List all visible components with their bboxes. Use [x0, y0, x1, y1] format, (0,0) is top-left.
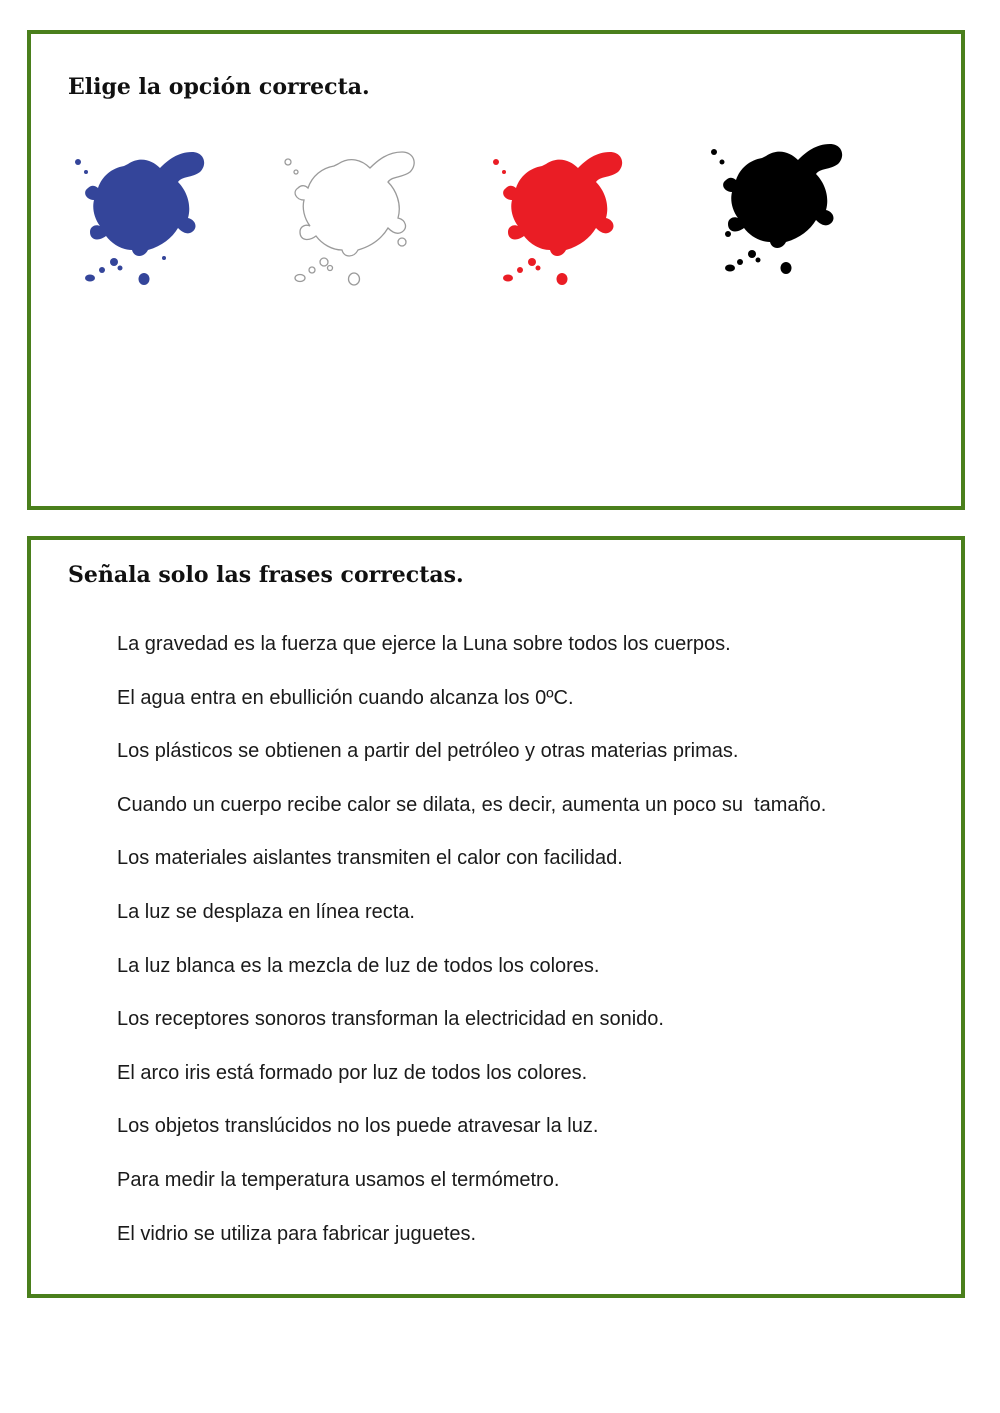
- sentence-option[interactable]: Los plásticos se obtienen a partir del petróleo y otras materias primas.: [117, 740, 739, 763]
- sentence-option[interactable]: Para medir la temperatura usamos el termómetro.: [117, 1168, 560, 1191]
- red-splat-option[interactable]: [486, 146, 646, 291]
- black-splat: [711, 144, 842, 274]
- sentence-option[interactable]: El arco iris está formado por luz de todos los colores.: [117, 1061, 588, 1084]
- sentence-option[interactable]: La luz se desplaza en línea recta.: [117, 900, 415, 923]
- sentence-option[interactable]: El agua entra en ebullición cuando alcanza los 0ºC.: [117, 686, 574, 709]
- color-choice-panel: [27, 30, 965, 510]
- white-splat-option[interactable]: [278, 146, 438, 291]
- sentence-option[interactable]: Cuando un cuerpo recibe calor se dilata, es decir, aumenta un poco su tamaño.: [117, 793, 827, 816]
- sentences-panel: [27, 536, 965, 1298]
- section-2-heading: Señala solo las frases correctas.: [68, 562, 464, 588]
- black-splat-option[interactable]: [706, 138, 866, 283]
- red-splat: [493, 152, 622, 285]
- sentence-option[interactable]: El vidrio se utiliza para fabricar juguetes.: [117, 1222, 477, 1245]
- white-splat: [285, 152, 414, 285]
- sentence-option[interactable]: Los receptores sonoros transforman la electricidad en sonido.: [117, 1008, 664, 1031]
- blue-splat-option[interactable]: [68, 146, 228, 291]
- sentence-option[interactable]: La gravedad es la fuerza que ejerce la Luna sobre todos los cuerpos.: [117, 633, 731, 655]
- section-1-heading: Elige la opción correcta.: [68, 74, 370, 100]
- sentence-option[interactable]: Los objetos translúcidos no los puede atravesar la luz.: [117, 1115, 599, 1138]
- sentence-option[interactable]: Los materiales aislantes transmiten el calor con facilidad.: [117, 847, 623, 870]
- sentence-option[interactable]: La luz blanca es la mezcla de luz de todos los colores.: [117, 954, 600, 977]
- blue-splat: [75, 152, 204, 285]
- sentence-list: [117, 632, 826, 1275]
